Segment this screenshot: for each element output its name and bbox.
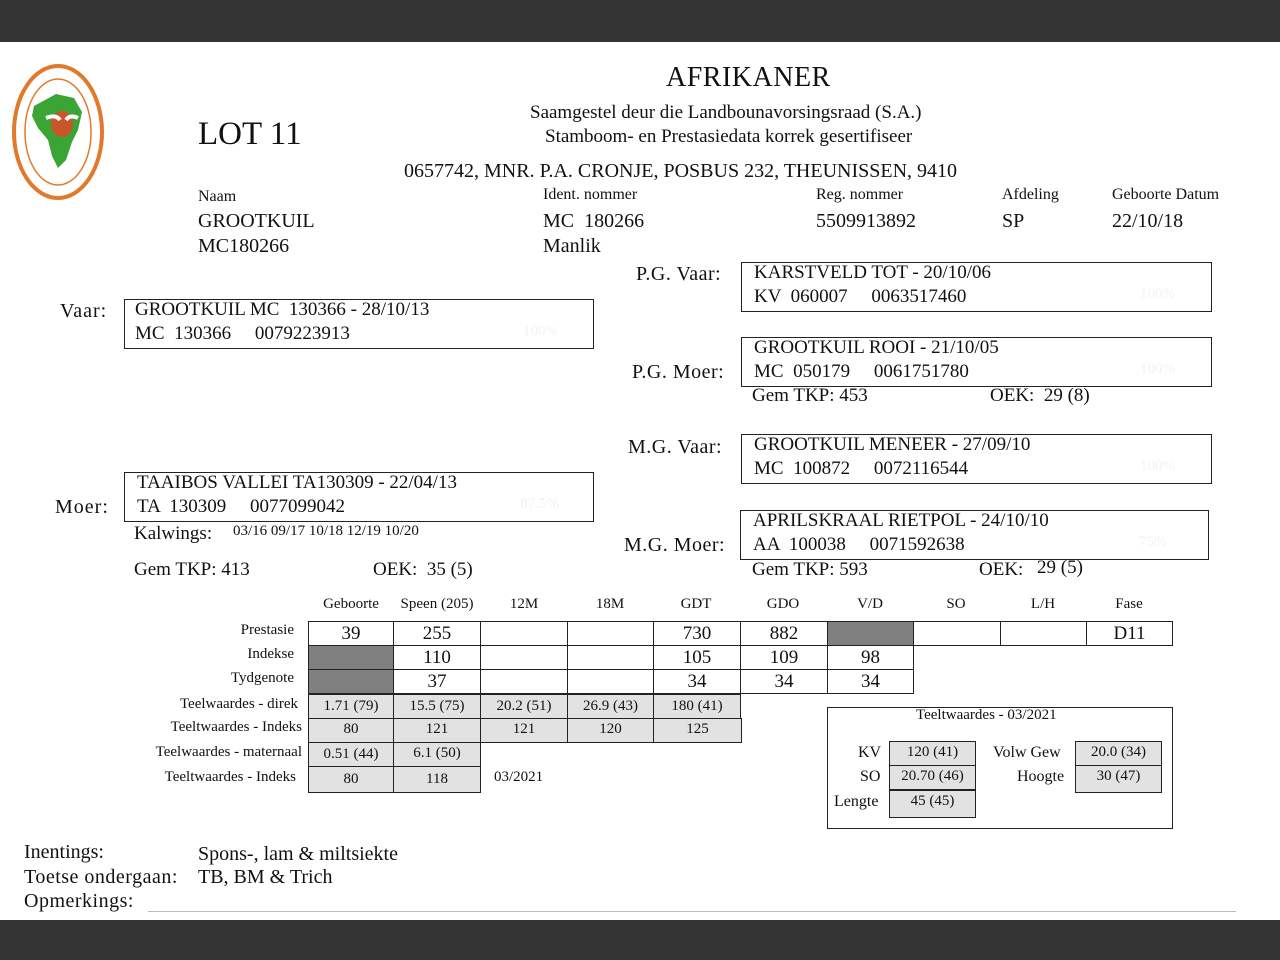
mg-moer-reg: AA 100038 0071592638 [753, 534, 965, 555]
vaar-name: GROOTKUIL MC 130366 - 28/10/13 [135, 299, 430, 320]
row-label-tw-maternaal: Teelwaardes - maternaal [155, 744, 302, 760]
row-label-tydgenote: Tydgenote [230, 670, 294, 686]
tydgenote-gdt: 34 [653, 669, 741, 694]
tw-kv-value: 120 (41) [889, 741, 976, 766]
col-speen: Speen (205) [400, 596, 474, 612]
inentings-label: Inentings: [24, 841, 104, 863]
pg-moer-name: GROOTKUIL ROOI - 21/10/05 [754, 337, 999, 358]
prestasie-12m [480, 621, 568, 646]
ident-label: Ident. nommer [543, 186, 638, 203]
indekse-gdo: 109 [740, 645, 828, 670]
col-so: SO [946, 596, 966, 612]
kalwings-dates: 03/16 09/17 10/18 12/19 10/20 [233, 523, 419, 539]
moer-reg: TA 130309 0077099042 [137, 496, 346, 517]
ident-number: MC 180266 [543, 210, 645, 232]
vaar-label: Vaar: [60, 300, 108, 322]
row-label-tw-indeks-1: Teeltwaardes - Indeks [170, 719, 302, 735]
footer-divider [148, 911, 1236, 912]
subtitle-certified: Stamboom- en Prestasiedata korrek gesertifiseer [545, 126, 913, 147]
reg-number: 5509913892 [816, 210, 916, 232]
owner-line: 0657742, MNR. P.A. CRONJE, POSBUS 232, THEUNISSEN, 9410 [404, 160, 958, 182]
pg-moer-percentage: 100% [1140, 361, 1175, 377]
row-label-tw-indeks-2: Teeltwaardes - Indeks [164, 769, 296, 785]
pg-moer-oek: OEK: 29 (8) [990, 385, 1090, 406]
mg-moer-oek-label: OEK: [979, 559, 1024, 580]
vaar-box [124, 299, 594, 349]
tydgenote-speen: 37 [393, 669, 481, 694]
tw-indeks1-18m: 120 [567, 718, 654, 743]
prestasie-so [913, 621, 1001, 646]
prestasie-vd [827, 621, 914, 646]
prestasie-gdo: 882 [740, 621, 828, 646]
indekse-18m [567, 645, 654, 670]
prestasie-lh [1000, 621, 1087, 646]
toetse-value: TB, BM & Trich [198, 866, 333, 888]
tw-indeks1-12m: 121 [480, 718, 568, 743]
indekse-gdt: 105 [653, 645, 741, 670]
pg-moer-box [741, 337, 1212, 387]
reg-label: Reg. nommer [816, 186, 904, 203]
prestasie-gdt: 730 [653, 621, 741, 646]
mg-vaar-name: GROOTKUIL MENEER - 27/09/10 [754, 434, 1031, 455]
pg-vaar-name: KARSTVELD TOT - 20/10/06 [754, 262, 991, 283]
pg-moer-label: P.G. Moer: [632, 361, 725, 383]
moer-oek: OEK: 35 (5) [373, 559, 473, 580]
tw-indeks1-geboorte: 80 [308, 718, 394, 743]
tw-so-label: SO [860, 768, 881, 785]
toetse-label: Toetse ondergaan: [24, 866, 178, 888]
pg-moer-gem-tkp: Gem TKP: 453 [752, 385, 868, 406]
moer-box [124, 472, 594, 522]
pg-vaar-box [741, 262, 1212, 312]
mg-moer-percentage: 75% [1139, 534, 1167, 550]
tydgenote-gdo: 34 [740, 669, 828, 694]
row-label-tw-direk: Teelwaardes - direk [179, 696, 298, 712]
tydgenote-vd: 34 [827, 669, 914, 694]
tw-direk-18m: 26.9 (43) [567, 694, 654, 719]
breed-title: AFRIKANER [666, 62, 831, 93]
tw-maternaal-speen: 6.1 (50) [393, 742, 481, 767]
tw-lengte-label: Lengte [834, 793, 879, 810]
prestasie-geboorte: 39 [308, 621, 394, 646]
pg-vaar-label: P.G. Vaar: [636, 263, 722, 285]
subtitle-council: Saamgestel deur die Landbounavorsingsraad (S.A.) [530, 102, 922, 123]
lot-number: LOT 11 [198, 116, 302, 152]
vaar-reg: MC 130366 0079223913 [135, 323, 350, 344]
tw-direk-geboorte: 1.71 (79) [308, 694, 394, 719]
animal-name-code: MC180266 [198, 235, 290, 257]
tydgenote-geboorte [308, 669, 394, 694]
mg-vaar-label: M.G. Vaar: [628, 436, 723, 458]
naam-label: Naam [198, 188, 237, 205]
dob-label: Geboorte Datum [1112, 186, 1220, 203]
afdeling-label: Afdeling [1002, 186, 1059, 203]
tw-indeks1-gdt: 125 [653, 718, 742, 743]
col-vd: V/D [857, 596, 883, 612]
tw-indeks1-speen: 121 [393, 718, 481, 743]
moer-name: TAAIBOS VALLEI TA130309 - 22/04/13 [137, 472, 457, 493]
col-18m: 18M [595, 596, 625, 612]
kalwings-label: Kalwings: [134, 523, 213, 544]
prestasie-18m [567, 621, 654, 646]
afdeling-value: SP [1002, 210, 1025, 232]
mg-vaar-percentage: 100% [1140, 458, 1175, 474]
africa-bull-logo-icon [12, 64, 104, 200]
mg-moer-gem-tkp: Gem TKP: 593 [752, 559, 868, 580]
prestasie-fase: D11 [1086, 621, 1173, 646]
moer-label: Moer: [55, 496, 109, 518]
pg-vaar-percentage: 100% [1140, 286, 1175, 302]
breed-society-logo [12, 64, 104, 200]
tw-maternaal-geboorte: 0.51 (44) [308, 742, 394, 767]
pg-vaar-reg: KV 060007 0063517460 [754, 286, 967, 307]
tydgenote-12m [480, 669, 568, 694]
tw-volw-value: 20.0 (34) [1075, 741, 1162, 766]
mg-vaar-reg: MC 100872 0072116544 [754, 458, 969, 479]
tw-hoogte-label: Hoogte [1017, 768, 1065, 785]
mg-vaar-box [741, 434, 1212, 484]
col-gdt: GDT [680, 596, 712, 612]
row-label-prestasie: Prestasie [240, 622, 294, 638]
tw-indeks2-geboorte: 80 [308, 766, 394, 793]
tw-kv-label: KV [858, 744, 882, 761]
tw-volw-label: Volw Gew [993, 744, 1061, 761]
tw-lengte-value: 45 (45) [889, 790, 976, 818]
mg-moer-name: APRILSKRAAL RIETPOL - 24/10/10 [753, 510, 1049, 531]
breeding-values-date: 03/2021 [494, 769, 544, 785]
tw-direk-speen: 15.5 (75) [393, 694, 481, 719]
tw-direk-12m: 20.2 (51) [480, 694, 568, 719]
vaar-percentage: 100% [523, 323, 558, 339]
mg-moer-oek-value: 29 (5) [1037, 557, 1083, 578]
tw-indeks2-speen: 118 [393, 766, 481, 793]
col-geboorte: Geboorte [323, 596, 379, 612]
indekse-vd: 98 [827, 645, 914, 670]
indekse-speen: 110 [393, 645, 481, 670]
animal-name: GROOTKUIL [198, 210, 315, 232]
viewer-bottom-bar [0, 920, 1280, 960]
col-fase: Fase [1115, 596, 1143, 612]
moer-percentage: 87.5% [520, 496, 559, 512]
tw-hoogte-value: 30 (47) [1075, 765, 1162, 793]
col-lh: L/H [1030, 596, 1056, 612]
dob-value: 22/10/18 [1112, 210, 1184, 232]
tw-box-title: Teeltwaardes - 03/2021 [916, 707, 1057, 723]
tydgenote-18m [567, 669, 654, 694]
animal-sex: Manlik [543, 235, 601, 257]
opmerkings-label: Opmerkings: [24, 890, 134, 912]
pg-moer-reg: MC 050179 0061751780 [754, 361, 969, 382]
viewer-top-bar [0, 0, 1280, 42]
indekse-geboorte [308, 645, 394, 670]
tw-direk-gdt: 180 (41) [653, 694, 741, 719]
col-12m: 12M [509, 596, 539, 612]
inentings-value: Spons-, lam & miltsiekte [198, 843, 398, 865]
tw-so-value: 20.70 (46) [889, 765, 976, 790]
col-gdo: GDO [766, 596, 800, 612]
indekse-12m [480, 645, 568, 670]
row-label-indekse: Indekse [247, 646, 294, 662]
mg-moer-box [740, 510, 1209, 560]
mg-moer-label: M.G. Moer: [624, 534, 726, 556]
moer-gem-tkp: Gem TKP: 413 [134, 559, 250, 580]
prestasie-speen: 255 [393, 621, 481, 646]
